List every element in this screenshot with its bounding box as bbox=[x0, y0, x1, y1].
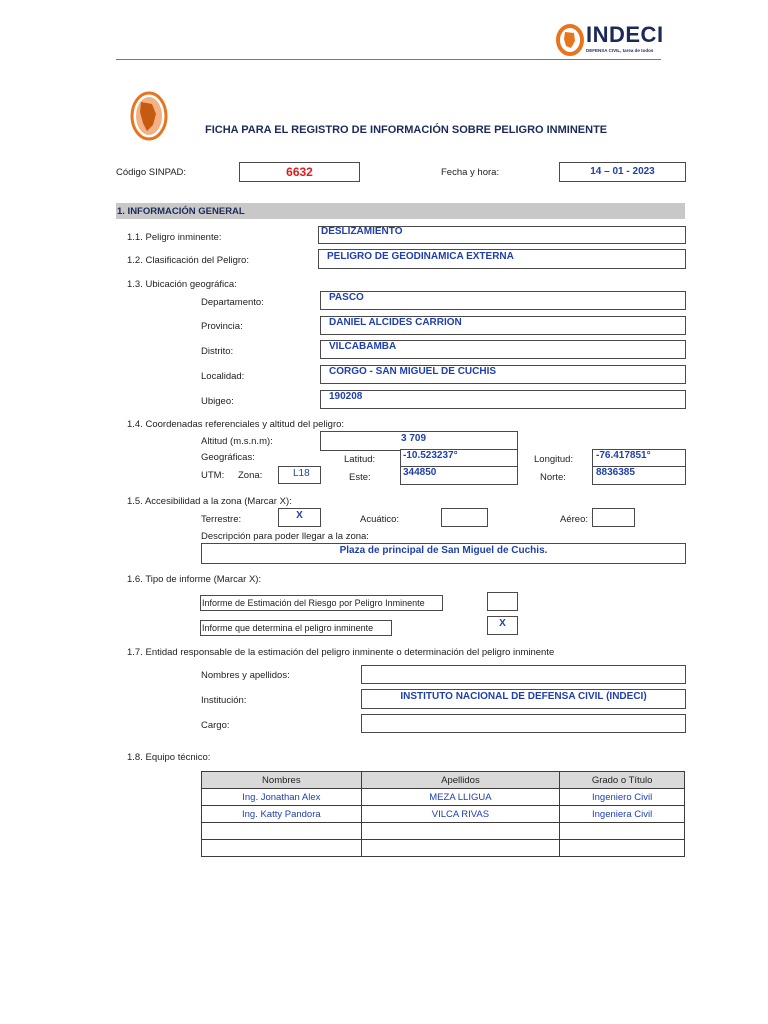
ubigeo-value: 190208 bbox=[329, 391, 363, 402]
clasificacion-field[interactable] bbox=[318, 249, 686, 269]
latitud-label: Latitud: bbox=[344, 454, 376, 465]
localidad-field[interactable] bbox=[320, 365, 686, 384]
terrestre-value: X bbox=[296, 510, 303, 521]
table-cell-apellidos[interactable]: VILCA RIVAS bbox=[361, 806, 560, 823]
table-cell-grado[interactable]: Ingeniero Civil bbox=[560, 789, 685, 806]
column-header-grado: Grado o Título bbox=[560, 772, 685, 789]
table-row bbox=[202, 789, 685, 806]
departamento-value: PASCO bbox=[329, 292, 364, 303]
localidad-label: Localidad: bbox=[201, 371, 245, 382]
distrito-value: VILCABAMBA bbox=[329, 341, 397, 352]
longitud-field[interactable] bbox=[592, 449, 686, 467]
indeci-emblem-icon bbox=[556, 24, 584, 56]
logo-tagline: DEFENSA CIVIL, tarea de todos bbox=[586, 48, 654, 53]
table-row bbox=[202, 840, 685, 857]
terrestre-checkbox[interactable] bbox=[278, 508, 321, 527]
provincia-value: DANIEL ALCIDES CARRION bbox=[329, 317, 462, 328]
acuatico-label: Acuático: bbox=[360, 514, 400, 525]
latitud-field[interactable] bbox=[400, 449, 518, 467]
section-1-header bbox=[116, 203, 685, 219]
longitud-value: -76.417851° bbox=[596, 450, 651, 461]
clasificacion-label: 1.2. Clasificación del Peligro: bbox=[127, 255, 249, 266]
provincia-label: Provincia: bbox=[201, 321, 243, 332]
institucion-label: Institución: bbox=[201, 695, 247, 706]
departamento-label: Departamento: bbox=[201, 297, 264, 308]
altitud-field[interactable] bbox=[320, 431, 518, 451]
peligro-label: 1.1. Peligro inminente: bbox=[127, 232, 222, 243]
descripcion-value: Plaza de principal de San Miguel de Cuchis. bbox=[339, 545, 548, 556]
column-header-apellidos: Apellidos bbox=[361, 772, 560, 789]
column-header-nombres: Nombres bbox=[202, 772, 362, 789]
altitud-label: Altitud (m.s.n.m): bbox=[201, 436, 273, 447]
ubigeo-field[interactable] bbox=[320, 390, 686, 409]
provincia-field[interactable] bbox=[320, 316, 686, 335]
zona-field[interactable] bbox=[278, 466, 321, 484]
tipo-option-2-checkbox[interactable] bbox=[487, 616, 518, 635]
este-value: 344850 bbox=[403, 467, 437, 478]
institucion-field[interactable] bbox=[361, 689, 686, 709]
aereo-checkbox[interactable] bbox=[592, 508, 635, 527]
peligro-field[interactable] bbox=[318, 226, 686, 244]
table-cell-grado[interactable]: Ingeniera Civil bbox=[560, 806, 685, 823]
descripcion-field[interactable] bbox=[201, 543, 686, 564]
logo-text: INDECI bbox=[586, 22, 664, 47]
tipo-option-1-label: Informe de Estimación del Riesgo por Peligro Inminente bbox=[202, 598, 425, 608]
accesibilidad-label: 1.5. Accesibilidad a la zona (Marcar X): bbox=[127, 496, 292, 507]
table-cell-nombres[interactable] bbox=[202, 840, 362, 857]
descripcion-label: Descripción para poder llegar a la zona: bbox=[201, 531, 369, 542]
distrito-field[interactable] bbox=[320, 340, 686, 359]
sinpad-field[interactable] bbox=[239, 162, 360, 182]
table-row bbox=[202, 806, 685, 823]
zona-value: L18 bbox=[293, 468, 310, 479]
fecha-label: Fecha y hora: bbox=[441, 167, 500, 178]
indeci-logo bbox=[556, 22, 666, 58]
norte-value: 8836385 bbox=[596, 467, 635, 478]
norte-label: Norte: bbox=[540, 472, 566, 483]
institucion-value: INSTITUTO NACIONAL DE DEFENSA CIVIL (INDECI) bbox=[400, 691, 647, 702]
este-field[interactable] bbox=[400, 466, 518, 485]
table-cell-apellidos[interactable] bbox=[361, 840, 560, 857]
tipo-label: 1.6. Tipo de informe (Marcar X): bbox=[127, 574, 262, 585]
departamento-field[interactable] bbox=[320, 291, 686, 310]
tipo-option-2-label: Informe que determina el peligro inminente bbox=[202, 623, 374, 633]
norte-field[interactable] bbox=[592, 466, 686, 485]
table-header-row bbox=[202, 772, 685, 789]
geograficas-label: Geográficas: bbox=[201, 452, 255, 463]
peligro-value: DESLIZAMIENTO bbox=[321, 226, 403, 237]
ubicacion-label: 1.3. Ubicación geográfica: bbox=[127, 279, 237, 290]
localidad-value: CORGO - SAN MIGUEL DE CUCHIS bbox=[329, 366, 497, 377]
fecha-field[interactable] bbox=[559, 162, 686, 182]
aereo-label: Aéreo: bbox=[560, 514, 588, 525]
entidad-label: 1.7. Entidad responsable de la estimación del peligro inminente o determinación del peligro inminente bbox=[127, 647, 555, 658]
distrito-label: Distrito: bbox=[201, 346, 234, 357]
table-cell-grado[interactable] bbox=[560, 840, 685, 857]
form-title: FICHA PARA EL REGISTRO DE INFORMACIÓN SOBRE PELIGRO INMINENTE bbox=[205, 124, 608, 136]
sinpad-value: 6632 bbox=[286, 165, 313, 179]
nombres-field[interactable] bbox=[361, 665, 686, 684]
tipo-option-2[interactable] bbox=[200, 620, 392, 636]
table-cell-nombres[interactable] bbox=[202, 823, 362, 840]
table-row bbox=[202, 823, 685, 840]
fecha-value: 14 – 01 - 2023 bbox=[590, 166, 655, 177]
table-cell-grado[interactable] bbox=[560, 823, 685, 840]
sinpad-label: Código SINPAD: bbox=[116, 167, 187, 178]
utm-label: UTM: bbox=[201, 470, 225, 481]
latitud-value: -10.523237° bbox=[403, 450, 458, 461]
este-label: Este: bbox=[349, 472, 371, 483]
table-cell-nombres[interactable]: Ing. Katty Pandora bbox=[202, 806, 362, 823]
table-cell-nombres[interactable]: Ing. Jonathan Alex bbox=[202, 789, 362, 806]
altitud-value: 3 709 bbox=[401, 433, 427, 444]
equipo-label: 1.8. Equipo técnico: bbox=[127, 752, 211, 763]
acuatico-checkbox[interactable] bbox=[441, 508, 488, 527]
cargo-label: Cargo: bbox=[201, 720, 230, 731]
tipo-option-1[interactable] bbox=[200, 595, 443, 611]
longitud-label: Longitud: bbox=[534, 454, 574, 465]
tipo-option-2-value: X bbox=[499, 618, 506, 629]
tipo-option-1-checkbox[interactable] bbox=[487, 592, 518, 611]
table-cell-apellidos[interactable]: MEZA LLIGUA bbox=[361, 789, 560, 806]
ubigeo-label: Ubigeo: bbox=[201, 396, 234, 407]
zona-label: Zona: bbox=[238, 470, 263, 481]
section-1-title: 1. INFORMACIÓN GENERAL bbox=[117, 206, 245, 217]
clasificacion-value: PELIGRO DE GEODINAMICA EXTERNA bbox=[327, 251, 514, 262]
peru-map-emblem-icon bbox=[130, 90, 168, 142]
nombres-label: Nombres y apellidos: bbox=[201, 670, 290, 681]
equipo-tecnico-table bbox=[201, 771, 685, 857]
cargo-field[interactable] bbox=[361, 714, 686, 733]
header-divider bbox=[116, 59, 661, 60]
coords-label: 1.4. Coordenadas referenciales y altitud del peligro: bbox=[127, 419, 345, 430]
table-cell-apellidos[interactable] bbox=[361, 823, 560, 840]
terrestre-label: Terrestre: bbox=[201, 514, 242, 525]
